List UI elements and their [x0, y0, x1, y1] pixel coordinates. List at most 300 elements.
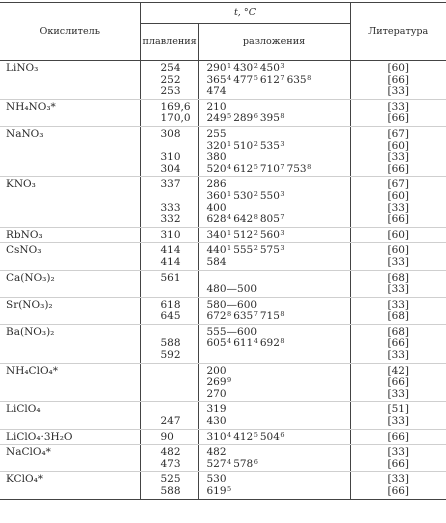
decomposition-value — [233, 337, 258, 349]
melting-value: 90 — [160, 430, 174, 443]
footnote-mark: 2 — [253, 244, 258, 253]
melting-cell — [140, 402, 198, 429]
melting-cell — [140, 177, 198, 227]
decomposition-value — [207, 140, 232, 152]
melting-cell — [140, 324, 198, 363]
table-row — [0, 445, 446, 472]
footnote-mark: 8 — [280, 112, 285, 121]
decomposition-number: 474 — [206, 85, 227, 98]
decomposition-line — [207, 389, 348, 401]
decomposition-value — [207, 431, 232, 443]
decomposition-value — [207, 256, 227, 268]
footnote-mark: 4 — [227, 430, 232, 439]
footnote-mark: 4 — [227, 213, 232, 222]
decomposition-number: 555—600 — [206, 325, 258, 338]
decomposition-cell — [198, 243, 350, 270]
oxidizer-name: LiClO₄ — [0, 402, 140, 429]
literature-ref: [33] — [387, 415, 410, 428]
footnote-mark: 2 — [253, 62, 258, 70]
footnote-mark: 3 — [280, 228, 285, 237]
decomposition-number: 530 — [206, 473, 227, 486]
decomposition-number: 805 — [259, 213, 280, 226]
decomposition-value — [260, 213, 285, 225]
decomposition-number: 320 — [206, 139, 227, 152]
oxidizer-name: LiNO₃ — [0, 61, 140, 100]
oxidizer-name: Sr(NO₃)₂ — [0, 297, 140, 324]
decomposition-number: 584 — [206, 255, 227, 268]
literature-cell — [350, 297, 446, 324]
decomposition-number: 619 — [206, 485, 227, 497]
decomposition-line — [207, 86, 348, 98]
literature-cell — [350, 243, 446, 270]
literature-ref: [60] — [387, 189, 410, 202]
footnote-mark: 4 — [253, 337, 258, 346]
melting-value: 170,0 — [160, 112, 191, 125]
literature-ref: [33] — [387, 349, 410, 362]
decomposition-value — [287, 163, 312, 175]
footnote-mark: 4 — [227, 162, 232, 171]
melting-cell — [140, 429, 198, 445]
melting-value: 169,6 — [160, 100, 191, 113]
decomposition-value — [207, 178, 227, 190]
footnote-mark: 1 — [227, 62, 232, 70]
footnote-mark: 7 — [280, 73, 285, 82]
decomposition-value — [207, 376, 232, 388]
decomposition-number: 360 — [206, 189, 227, 202]
table-row — [0, 270, 446, 297]
decomposition-value — [260, 431, 285, 443]
melting-value: 304 — [160, 162, 181, 175]
table-row — [0, 126, 446, 176]
literature-cell — [350, 99, 446, 126]
decomposition-value — [207, 62, 232, 74]
decomposition-value — [233, 62, 258, 74]
literature-ref: [66] — [387, 485, 410, 497]
melting-value — [161, 377, 196, 389]
decomposition-number: 289 — [233, 112, 254, 125]
literature-cell — [350, 429, 446, 445]
footnote-mark: 5 — [253, 162, 258, 171]
literature-ref: [66] — [387, 337, 410, 350]
oxidizer-name: Ca(NO₃)₂ — [0, 270, 140, 297]
decomposition-line — [207, 338, 348, 350]
literature-cell — [350, 61, 446, 100]
literature-ref: [42] — [387, 364, 410, 377]
decomposition-value — [207, 101, 227, 113]
literature-ref: [33] — [387, 151, 410, 164]
oxidizer-name: CsNO₃ — [0, 243, 140, 270]
decomposition-number: 510 — [233, 139, 254, 152]
melting-value: 333 — [160, 201, 181, 214]
footnote-mark: 3 — [280, 244, 285, 253]
oxidizer-name: RbNO₃ — [0, 227, 140, 243]
decomposition-value — [207, 128, 227, 140]
melting-value: 525 — [160, 473, 181, 486]
melting-value: 310 — [160, 151, 181, 164]
footnote-mark: 5 — [227, 485, 232, 493]
decomposition-number: 365 — [206, 73, 227, 86]
melting-value: 308 — [160, 127, 181, 140]
footnote-mark: 2 — [253, 189, 258, 198]
decomposition-value — [207, 415, 227, 427]
table-row — [0, 177, 446, 227]
footnote-mark: 5 — [253, 430, 258, 439]
decomposition-line — [207, 113, 348, 125]
literature-ref: [33] — [387, 201, 410, 214]
decomposition-value — [260, 163, 285, 175]
decomposition-number: 605 — [206, 337, 227, 350]
melting-value: 332 — [160, 213, 181, 226]
decomposition-number: 269 — [206, 376, 227, 389]
decomposition-value — [260, 337, 285, 349]
decomposition-value — [207, 388, 227, 400]
footnote-mark: 8 — [280, 310, 285, 319]
header-temperature: t, °C — [140, 3, 350, 24]
decomposition-value — [207, 163, 232, 175]
melting-value: 252 — [160, 73, 181, 86]
footnote-mark: 1 — [227, 244, 232, 253]
footnote-mark: 5 — [227, 112, 232, 121]
decomposition-value — [233, 140, 258, 152]
decomposition-number: 255 — [206, 127, 227, 140]
decomposition-value — [207, 112, 232, 124]
literature-cell — [350, 472, 446, 499]
decomposition-cell — [198, 297, 350, 324]
decomposition-number: 710 — [259, 162, 280, 175]
decomposition-value — [233, 163, 258, 175]
table-row — [0, 324, 446, 363]
decomposition-number: 611 — [233, 337, 254, 350]
decomposition-cell — [198, 324, 350, 363]
decomposition-number: 477 — [233, 73, 254, 86]
decomposition-number: 612 — [259, 73, 280, 86]
melting-cell — [140, 99, 198, 126]
decomposition-value — [260, 310, 285, 322]
decomposition-line — [207, 432, 348, 444]
decomposition-number: 527 — [206, 457, 227, 470]
melting-value: 561 — [160, 271, 181, 284]
decomposition-line — [207, 284, 348, 296]
decomposition-line — [207, 164, 348, 176]
literature-ref: [33] — [387, 283, 410, 296]
decomposition-number: 692 — [259, 337, 280, 350]
melting-value: 414 — [160, 244, 181, 257]
decomposition-cell — [198, 177, 350, 227]
melting-value: 253 — [160, 85, 181, 98]
header-literature: Литература — [350, 3, 446, 61]
literature-ref: [33] — [387, 85, 410, 98]
table-row — [0, 61, 446, 100]
decomposition-cell — [198, 402, 350, 429]
decomposition-number: 715 — [259, 310, 280, 323]
table-row — [0, 99, 446, 126]
decomposition-cell — [198, 270, 350, 297]
decomposition-cell — [198, 126, 350, 176]
melting-value: 588 — [160, 485, 181, 497]
decomposition-cell — [198, 445, 350, 472]
footnote-mark: 1 — [227, 189, 232, 198]
footnote-mark: 6 — [280, 430, 285, 439]
literature-ref: [60] — [387, 228, 410, 241]
table-row — [0, 429, 446, 445]
footnote-mark: 4 — [227, 337, 232, 346]
melting-cell — [140, 270, 198, 297]
decomposition-value — [207, 326, 258, 338]
footnote-mark: 3 — [280, 62, 285, 70]
decomposition-number: 319 — [206, 403, 227, 416]
header-decomposition: разложения — [198, 24, 350, 61]
decomposition-value — [207, 74, 232, 86]
melting-cell — [140, 445, 198, 472]
table-row — [0, 472, 446, 499]
literature-ref: [66] — [387, 457, 410, 470]
literature-ref: [66] — [387, 73, 410, 86]
oxidizer-name: NaNO₃ — [0, 126, 140, 176]
decomposition-value — [207, 244, 232, 256]
decomposition-number: 578 — [233, 457, 254, 470]
decomposition-value — [207, 403, 227, 415]
literature-ref: [66] — [387, 162, 410, 175]
decomposition-number: 200 — [206, 364, 227, 377]
decomposition-line — [207, 377, 348, 389]
header-oxidizer: Окислитель — [0, 3, 140, 61]
melting-value — [161, 191, 196, 203]
decomposition-number: 400 — [206, 201, 227, 214]
decomposition-number: 628 — [206, 213, 227, 226]
melting-cell — [140, 227, 198, 243]
literature-ref: [60] — [387, 62, 410, 74]
decomposition-value — [207, 446, 227, 458]
decomposition-value — [233, 213, 258, 225]
decomposition-number: 635 — [286, 73, 307, 86]
literature-ref: [68] — [387, 310, 410, 323]
decomposition-number: 530 — [233, 189, 254, 202]
literature-ref: [33] — [387, 473, 410, 486]
footnote-mark: 7 — [253, 310, 258, 319]
melting-value: 254 — [160, 62, 181, 74]
decomposition-number: 642 — [233, 213, 254, 226]
decomposition-number: 612 — [233, 162, 254, 175]
melting-value — [161, 284, 196, 296]
decomposition-number: 310 — [206, 430, 227, 443]
literature-ref: [33] — [387, 446, 410, 459]
decomposition-number: 535 — [259, 139, 280, 152]
decomposition-number: 482 — [206, 446, 227, 459]
melting-value: 588 — [160, 337, 181, 350]
decomposition-number: 286 — [206, 178, 227, 191]
decomposition-value — [207, 283, 258, 295]
decomposition-line — [207, 245, 348, 257]
decomposition-value — [233, 244, 258, 256]
oxidizer-name: NH₄NO₃* — [0, 99, 140, 126]
melting-value: 645 — [160, 310, 181, 323]
literature-ref: [33] — [387, 255, 410, 268]
decomposition-number: 512 — [233, 228, 254, 241]
melting-cell — [140, 363, 198, 402]
table-row — [0, 243, 446, 270]
melting-value: 337 — [160, 178, 181, 191]
literature-cell — [350, 177, 446, 227]
footnote-mark: 1 — [227, 139, 232, 148]
melting-value: 414 — [160, 255, 181, 268]
decomposition-value — [207, 365, 227, 377]
oxidizer-name: KNO₃ — [0, 177, 140, 227]
decomposition-value — [207, 310, 232, 322]
decomposition-number: 270 — [206, 387, 227, 400]
decomposition-number: 249 — [206, 112, 227, 125]
decomposition-value — [287, 74, 312, 86]
decomposition-value — [233, 458, 258, 470]
decomposition-value — [207, 473, 227, 485]
literature-ref: [51] — [387, 403, 410, 416]
melting-value: 592 — [160, 349, 181, 362]
footnote-mark: 8 — [307, 73, 312, 82]
melting-cell — [140, 472, 198, 499]
footnote-mark: 6 — [253, 112, 258, 121]
table-row — [0, 363, 446, 402]
decomposition-number: 480—500 — [206, 283, 258, 296]
literature-cell — [350, 402, 446, 429]
decomposition-number: 753 — [286, 162, 307, 175]
footnote-mark: 8 — [227, 310, 232, 319]
decomposition-line — [207, 257, 348, 269]
decomposition-line — [207, 459, 348, 471]
table-row — [0, 227, 446, 243]
footnote-mark: 8 — [253, 213, 258, 222]
decomposition-value — [233, 190, 258, 202]
decomposition-line — [207, 311, 348, 323]
literature-ref: [66] — [387, 376, 410, 389]
oxidizer-name: NaClO₄* — [0, 445, 140, 472]
literature-cell — [350, 270, 446, 297]
footnote-mark: 7 — [280, 162, 285, 171]
literature-cell — [350, 363, 446, 402]
literature-ref: [67] — [387, 127, 410, 140]
decomposition-value — [233, 431, 258, 443]
decomposition-line — [207, 191, 348, 203]
literature-cell — [350, 445, 446, 472]
decomposition-value — [233, 229, 258, 241]
decomposition-number: 560 — [259, 228, 280, 241]
decomposition-value — [260, 229, 285, 241]
decomposition-cell — [198, 61, 350, 100]
footnote-mark: 7 — [280, 213, 285, 222]
decomposition-cell — [198, 472, 350, 499]
footnote-mark: 2 — [253, 139, 258, 148]
decomposition-number: 450 — [259, 62, 280, 74]
footnote-mark: 2 — [253, 228, 258, 237]
decomposition-value — [233, 310, 258, 322]
melting-cell — [140, 126, 198, 176]
decomposition-line — [207, 214, 348, 226]
melting-value: 618 — [160, 298, 181, 311]
decomposition-number: 440 — [206, 244, 227, 257]
decomposition-value — [207, 485, 232, 497]
literature-ref: [60] — [387, 139, 410, 152]
decomposition-number: 672 — [206, 310, 227, 323]
oxidizer-name: LiClO₄·3H₂O — [0, 429, 140, 445]
table-body — [0, 61, 446, 500]
decomposition-number: 210 — [206, 100, 227, 113]
decomposition-line — [207, 75, 348, 87]
oxidizer-name: NH₄ClO₄* — [0, 363, 140, 402]
decomposition-value — [207, 229, 232, 241]
decomposition-line — [207, 350, 348, 362]
literature-ref: [66] — [387, 430, 410, 443]
literature-ref: [66] — [387, 112, 410, 125]
melting-cell — [140, 61, 198, 100]
melting-value — [161, 389, 196, 401]
decomposition-value — [207, 337, 232, 349]
footnote-mark: 1 — [227, 228, 232, 237]
header-melting: плавления — [140, 24, 198, 61]
decomposition-value — [260, 140, 285, 152]
oxidizer-name: KClO₄* — [0, 472, 140, 499]
footnote-mark: 8 — [280, 337, 285, 346]
decomposition-value — [260, 62, 285, 74]
literature-ref: [33] — [387, 387, 410, 400]
footnote-mark: 9 — [227, 376, 232, 385]
decomposition-value — [207, 190, 232, 202]
footnote-mark: 4 — [227, 73, 232, 82]
table-row — [0, 402, 446, 429]
literature-ref: [68] — [387, 271, 410, 284]
decomposition-number: 340 — [206, 228, 227, 241]
literature-ref: [68] — [387, 325, 410, 338]
melting-value: 482 — [160, 446, 181, 459]
decomposition-value — [260, 190, 285, 202]
literature-ref: [67] — [387, 178, 410, 191]
decomposition-cell — [198, 227, 350, 243]
table-row — [0, 297, 446, 324]
decomposition-line — [207, 230, 348, 242]
decomposition-number: 430 — [233, 62, 254, 74]
melting-cell — [140, 243, 198, 270]
decomposition-number: 504 — [259, 430, 280, 443]
decomposition-value — [207, 202, 227, 214]
decomposition-number: 550 — [259, 189, 280, 202]
decomposition-value — [207, 213, 232, 225]
literature-ref: [66] — [387, 213, 410, 226]
melting-cell — [140, 297, 198, 324]
melting-value: 473 — [160, 457, 181, 470]
decomposition-value — [207, 458, 232, 470]
decomposition-value — [233, 74, 258, 86]
decomposition-value — [233, 112, 258, 124]
decomposition-number: 580—600 — [206, 298, 258, 311]
literature-ref: [33] — [387, 100, 410, 113]
decomposition-number: 555 — [233, 244, 254, 257]
oxidizer-name: Ba(NO₃)₂ — [0, 324, 140, 363]
footnote-mark: 3 — [280, 189, 285, 198]
decomposition-line — [207, 141, 348, 153]
decomposition-cell — [198, 99, 350, 126]
decomposition-line — [207, 416, 348, 428]
literature-ref: [33] — [387, 298, 410, 311]
literature-cell — [350, 324, 446, 363]
melting-value: 247 — [160, 415, 181, 428]
decomposition-cell — [198, 363, 350, 402]
decomposition-value — [260, 74, 285, 86]
literature-cell — [350, 126, 446, 176]
decomposition-value — [207, 151, 227, 163]
decomposition-value — [260, 244, 285, 256]
footnote-mark: 4 — [227, 457, 232, 466]
decomposition-value — [260, 112, 285, 124]
decomposition-number: 412 — [233, 430, 254, 443]
decomposition-line — [207, 486, 348, 498]
decomposition-cell — [198, 429, 350, 445]
